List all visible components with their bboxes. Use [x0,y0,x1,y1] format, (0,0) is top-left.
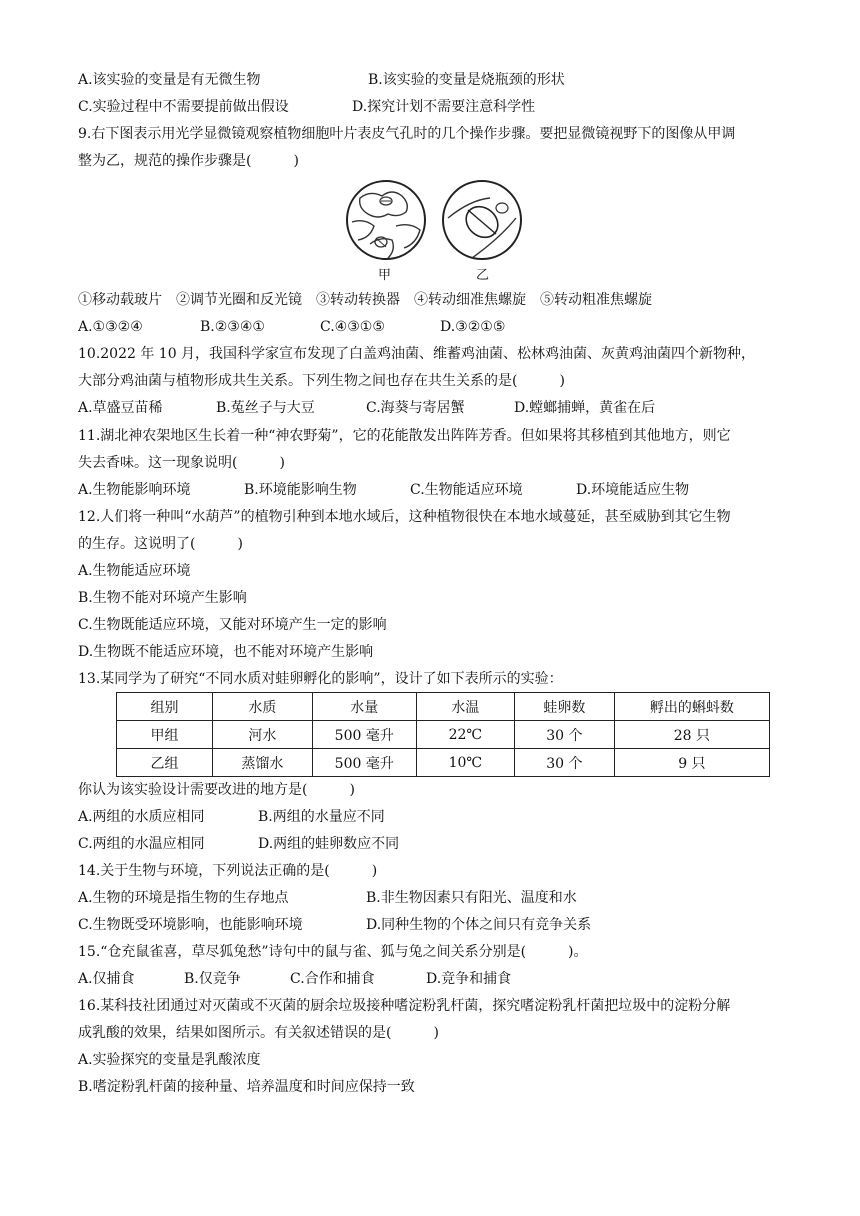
q10-option-b: B.菟丝子与大豆 [216,400,315,416]
q11-option-a: A.生物能影响环境 [78,482,191,498]
table-header-cell: 蛙卵数 [514,693,614,721]
q14-option-b: B.非生物因素只有阳光、温度和水 [366,890,577,906]
table-cell: 乙组 [117,749,213,777]
q15-option-c: C.合作和捕食 [290,971,375,987]
q15-option-b: B.仅竞争 [184,971,241,987]
table-cell: 河水 [212,721,312,749]
q10-stem-line1: 10.2022 年 10 月，我国科学家宣布发现了白盖鸡油菌、维蓄鸡油菌、松林鸡油菌、灰黄鸡油菌四个新物种， [78,346,756,362]
table-header-row [117,693,770,721]
table-header-cell: 水温 [416,693,514,721]
table-header-cell: 水量 [312,693,416,721]
q12-option-b: B.生物不能对环境产生影响 [78,590,247,606]
q12-option-a: A.生物能适应环境 [78,563,191,579]
q12-stem-line2: 的生存。这说明了( ) [78,536,243,552]
table-cell: 30 个 [514,749,614,777]
microscope-figure [340,178,530,282]
q9-option-a: A.①③②④ [78,319,143,335]
experiment-table [116,692,770,777]
table-cell: 500 毫升 [312,721,416,749]
table-header-cell: 组别 [117,693,213,721]
q14-option-a: A.生物的环境是指生物的生存地点 [78,890,289,906]
q11-option-b: B.环境能影响生物 [244,482,357,498]
table-cell: 10℃ [416,749,514,777]
q16-option-b: B.嗜淀粉乳杆菌的接种量、培养温度和时间应保持一致 [78,1079,415,1095]
q14-option-d: D.同种生物的个体之间只有竞争关系 [366,917,592,933]
table-cell: 22℃ [416,721,514,749]
q13-option-a: A.两组的水质应相同 [78,809,205,825]
q9-option-d: D.③②①⑤ [440,319,506,335]
q8-option-a: A.该实验的变量是有无微生物 [78,72,261,88]
q15-option-d: D.竞争和捕食 [426,971,512,987]
table-cell: 30 个 [514,721,614,749]
q10-option-d: D.螳螂捕蝉，黄雀在后 [514,400,656,416]
q10-option-c: C.海葵与寄居蟹 [366,400,465,416]
view-yi-illustration [443,181,521,259]
q13-option-c: C.两组的水温应相同 [78,836,205,852]
q15-option-a: A.仅捕食 [78,971,135,987]
q10-option-a: A.草盛豆苗稀 [78,400,163,416]
figure-label-jia: 甲 [378,268,392,283]
q12-option-d: D.生物既不能适应环境，也不能对环境产生影响 [78,644,374,660]
q9-stem-line1: 9.右下图表示用光学显微镜观察植物细胞叶片表皮气孔时的几个操作步骤。要把显微镜视野下的图像从甲调 [78,126,736,142]
q12-option-c: C.生物既能适应环境，又能对环境产生一定的影响 [78,617,387,633]
q9-steps: ①移动载玻片 ②调节光圈和反光镜 ③转动转换器 ④转动细准焦螺旋 ⑤转动粗准焦螺旋 [78,292,652,308]
table-cell: 9 只 [614,749,769,777]
table-cell: 28 只 [614,721,769,749]
view-jia-illustration [347,181,425,259]
q8-option-c: C.实验过程中不需要提前做出假设 [78,99,289,115]
q11-stem-line2: 失去香味。这一现象说明( ) [78,455,285,471]
q11-option-c: C.生物能适应环境 [410,482,523,498]
q10-stem-line2: 大部分鸡油菌与植物形成共生关系。下列生物之间也存在共生关系的是( ) [78,373,565,389]
q16-stem-line2: 成乳酸的效果，结果如图所示。有关叙述错误的是( ) [78,1025,439,1041]
q11-stem-line1: 11.湖北神农架地区生长着一种“神农野菊”，它的花能散发出阵阵芳香。但如果将其移植到其他地方，则它 [78,428,731,444]
table-cell: 蒸馏水 [212,749,312,777]
q16-option-a: A.实验探究的变量是乳酸浓度 [78,1052,261,1068]
q13-option-b: B.两组的水量应不同 [258,809,385,825]
q12-stem-line1: 12.人们将一种叫“水葫芦”的植物引种到本地水域后，这种植物很快在本地水域蔓延，甚至威胁到其它生物 [78,509,731,525]
q11-option-d: D.环境能适应生物 [576,482,690,498]
q13-question: 你认为该实验设计需要改进的地方是( ) [78,782,355,798]
table-header-cell: 水质 [212,693,312,721]
q8-option-b: B.该实验的变量是烧瓶颈的形状 [368,72,565,88]
table-header-cell: 孵出的蝌蚪数 [614,693,769,721]
q15-stem: 15.“仓充鼠雀喜，草尽狐兔愁”诗句中的鼠与雀、狐与兔之间关系分别是( )。 [78,944,588,960]
q9-option-b: B.②③④① [200,319,265,335]
figure-label-yi: 乙 [476,268,490,283]
q13-option-d: D.两组的蛙卵数应不同 [258,836,400,852]
q13-stem: 13.某同学为了研究“不同水质对蛙卵孵化的影响”，设计了如下表所示的实验： [78,671,563,687]
q14-stem: 14.关于生物与环境，下列说法正确的是( ) [78,863,378,879]
table-row [117,721,770,749]
q9-option-c: C.④③①⑤ [320,319,385,335]
table-cell: 甲组 [117,721,213,749]
table-cell: 500 毫升 [312,749,416,777]
table-row [117,749,770,777]
q9-stem-line2: 整为乙，规范的操作步骤是( ) [78,153,299,169]
microscope-view-illustration [340,178,530,268]
q16-stem-line1: 16.某科技社团通过对灭菌或不灭菌的厨余垃圾接种嗜淀粉乳杆菌，探究嗜淀粉乳杆菌把垃圾中的淀粉分解 [78,998,731,1014]
q8-option-d: D.探究计划不需要注意科学性 [352,99,536,115]
q14-option-c: C.生物既受环境影响，也能影响环境 [78,917,303,933]
